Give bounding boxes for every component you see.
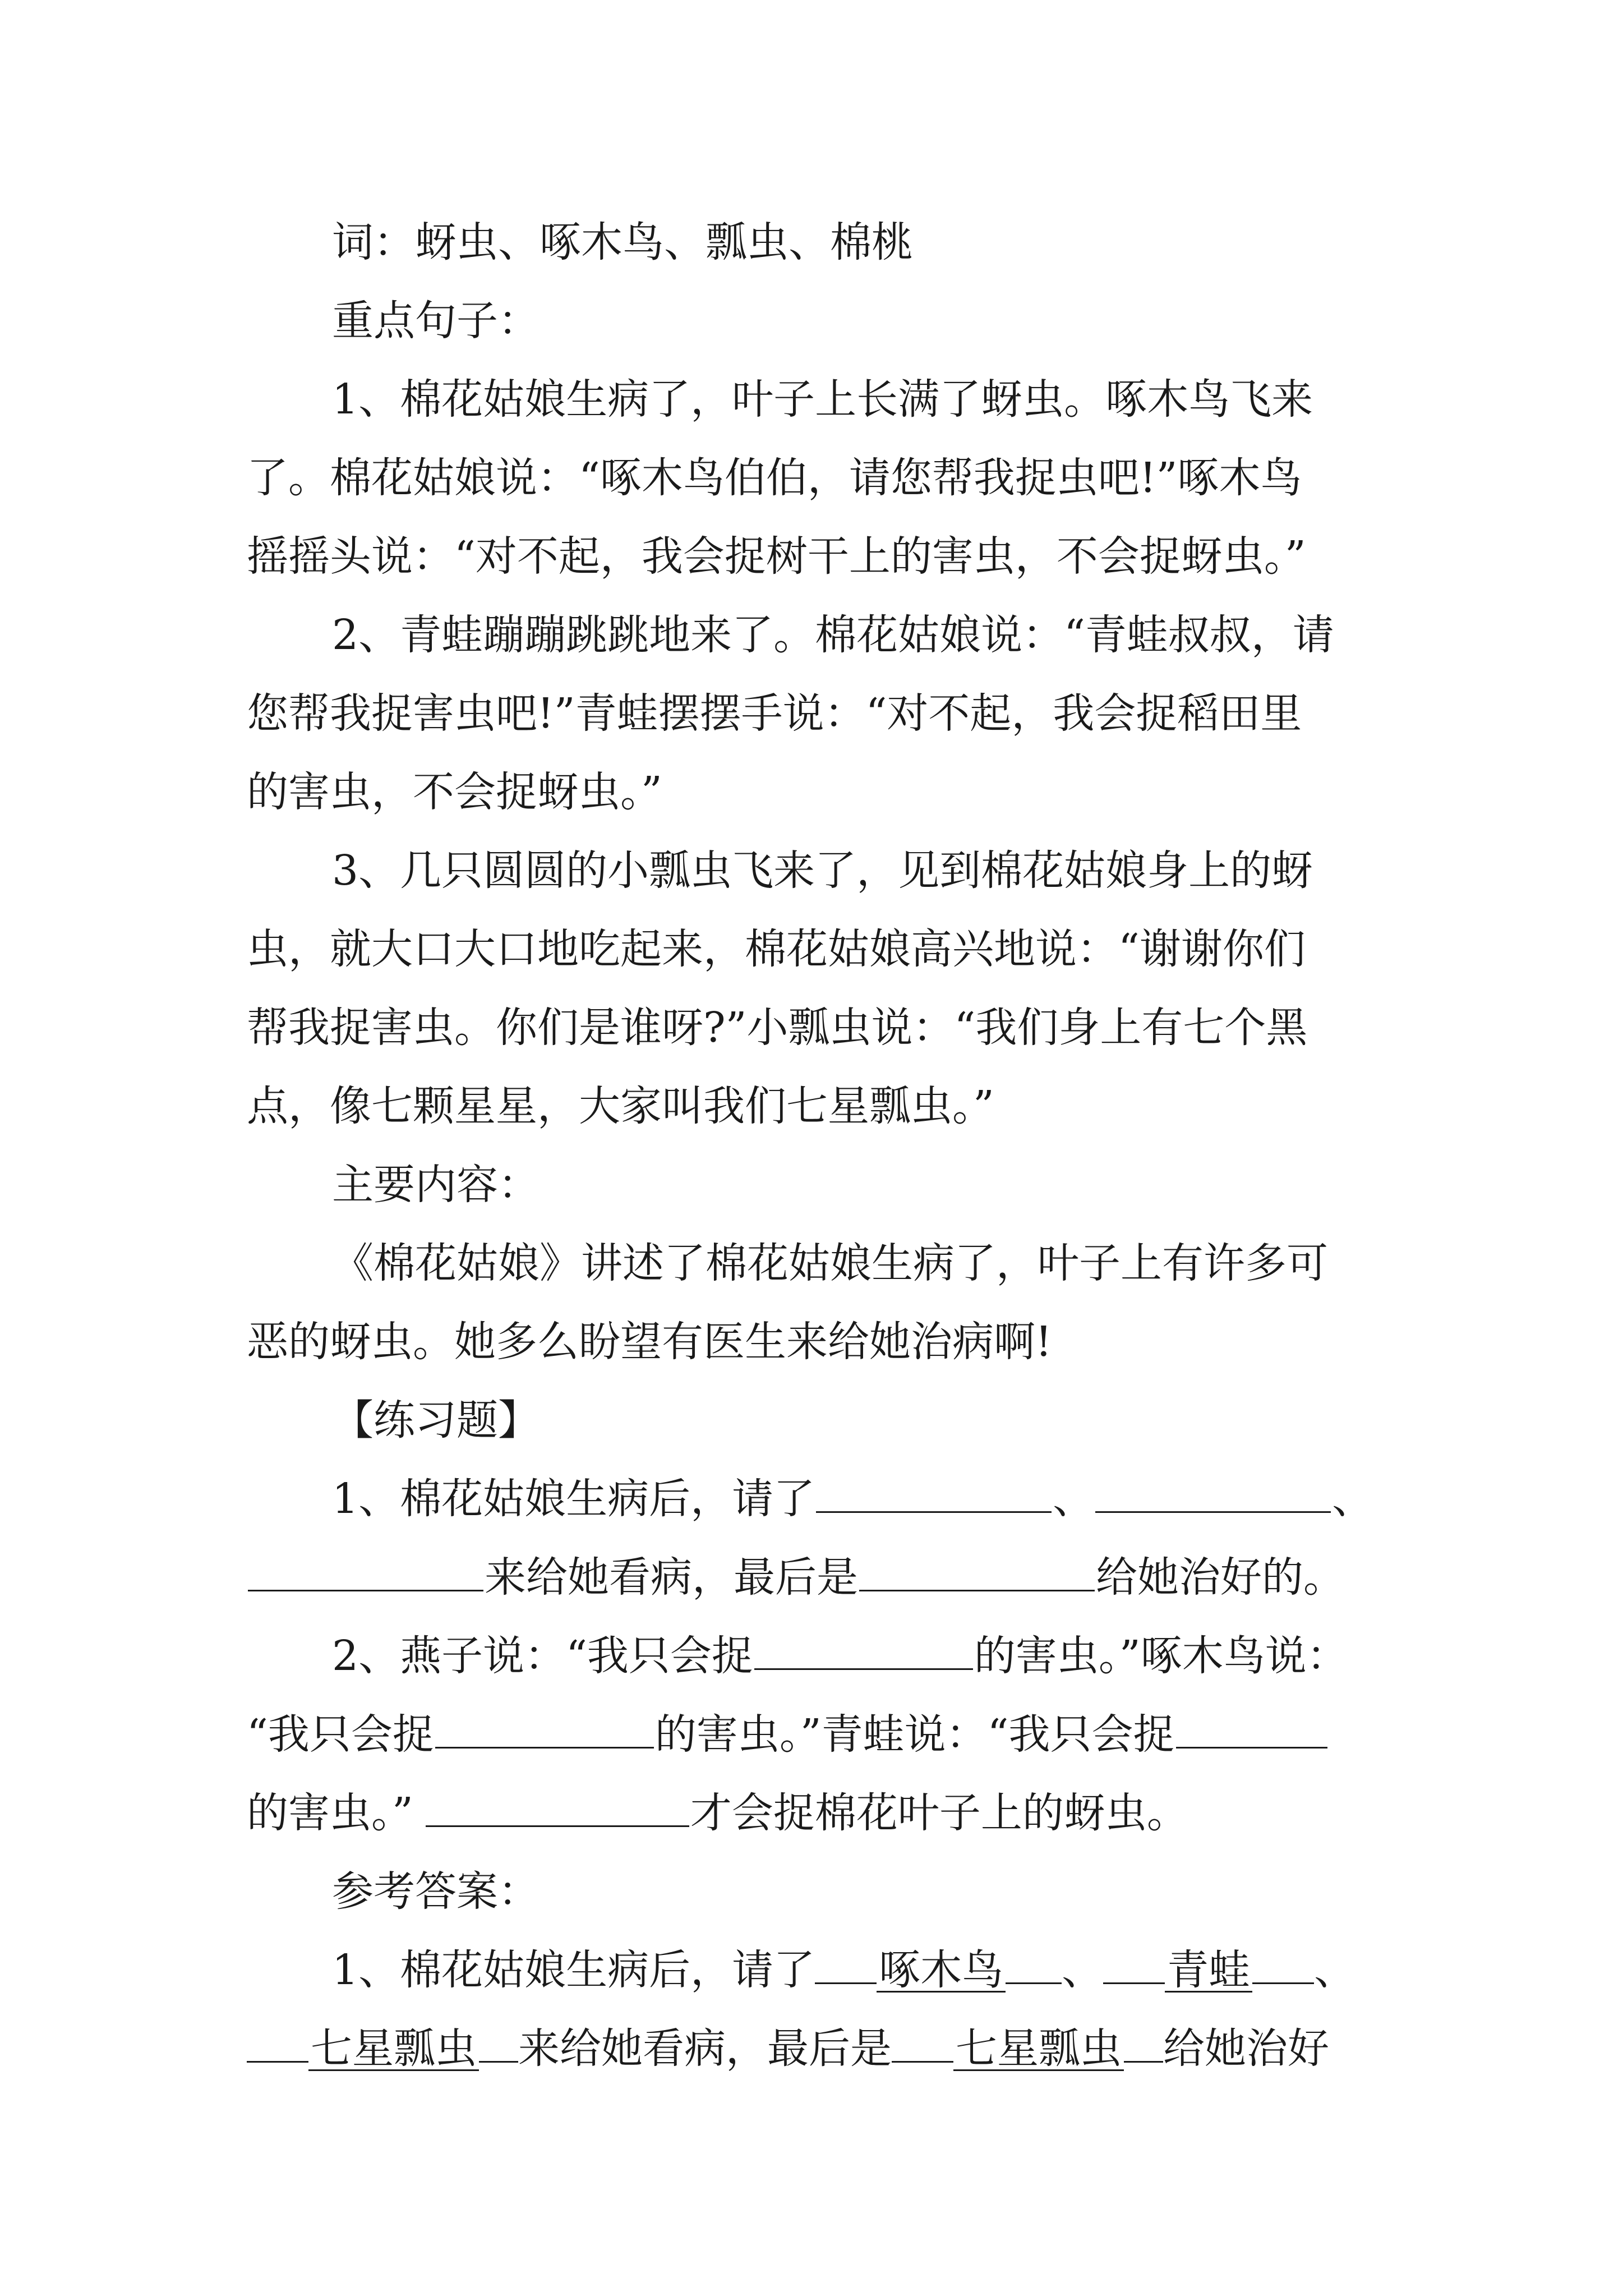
underline bbox=[892, 2019, 953, 2063]
answer-1-line-1 bbox=[247, 1931, 1402, 2009]
answer-fill-ladybug-1: 七星瓢虫 bbox=[308, 2028, 479, 2071]
main-content-line-1: 《棉花姑娘》讲述了棉花姑娘生病了，叶子上有许多可 bbox=[332, 1239, 1328, 1287]
underline bbox=[815, 1941, 877, 1984]
underline bbox=[1252, 1941, 1314, 1984]
exercise-heading: 【练习题】 bbox=[332, 1396, 540, 1444]
sentence-3-line-3: 帮我捉害虫。你们是谁呀?”小瓢虫说：“我们身上有七个黑 bbox=[247, 1004, 1308, 1052]
sentence-2-line-3: 的害虫，不会捉蚜虫。” bbox=[247, 768, 662, 816]
exercise-q1-sep-1: 、 bbox=[1053, 1475, 1095, 1523]
answer-1-sep-1: 、 bbox=[1062, 1946, 1104, 1994]
exercise-q1-sep-2: 、 bbox=[1332, 1475, 1374, 1523]
exercise-q1-line-1 bbox=[247, 1460, 1402, 1538]
fill-blank bbox=[426, 1784, 689, 1827]
exercise-q1-text-a: 1、棉花姑娘生病后，请了 bbox=[332, 1475, 815, 1523]
underline bbox=[479, 2019, 518, 2063]
sentence-2-line-2: 您帮我捉害虫吧!”青蛙摆摆手说：“对不起，我会捉稻田里 bbox=[247, 689, 1302, 738]
answer-1-text-b: 来给她看病，最后是 bbox=[518, 2024, 892, 2073]
document-body bbox=[247, 203, 1402, 2088]
exercise-q2-text-e: 的害虫。” bbox=[247, 1789, 413, 1837]
sentence-2-line-1: 2、青蛙蹦蹦跳跳地来了。棉花姑娘说：“青蛙叔叔，请 bbox=[332, 611, 1334, 659]
sentence-3-line-2: 虫，就大口大口地吃起来，棉花姑娘高兴地说：“谢谢你们 bbox=[247, 925, 1306, 973]
underline bbox=[1006, 1941, 1062, 1984]
fill-blank bbox=[1176, 1705, 1327, 1749]
answers-heading: 参考答案： bbox=[332, 1867, 540, 1916]
answer-1-sep-2: 、 bbox=[1314, 1946, 1356, 1994]
fill-blank bbox=[435, 1705, 654, 1749]
exercise-q2-text-a: 2、燕子说：“我只会捉 bbox=[332, 1632, 753, 1680]
answer-1-text-c: 给她治好 bbox=[1163, 2024, 1329, 2073]
exercise-q2-line-3 bbox=[247, 1774, 1402, 1852]
sentence-3-line-1: 3、几只圆圆的小瓢虫飞来了，见到棉花姑娘身上的蚜 bbox=[332, 846, 1313, 895]
underline bbox=[247, 2019, 308, 2063]
exercise-q1-text-b: 来给她看病，最后是 bbox=[485, 1553, 858, 1602]
fill-blank bbox=[754, 1627, 973, 1670]
exercise-q2-line-1 bbox=[247, 1617, 1402, 1695]
answer-fill-ladybug-2: 七星瓢虫 bbox=[953, 2028, 1124, 2071]
answer-fill-frog: 青蛙 bbox=[1165, 1949, 1252, 1993]
exercise-q1-text-c: 给她治好的。 bbox=[1096, 1553, 1345, 1602]
answer-fill-woodpecker: 啄木鸟 bbox=[877, 1949, 1006, 1993]
sentence-1-line-3: 摇摇头说：“对不起，我会捉树干上的害虫，不会捉蚜虫。” bbox=[247, 532, 1306, 581]
key-sentences-heading: 重点句子： bbox=[332, 297, 540, 345]
exercise-q2-text-b: 的害虫。”啄木鸟说： bbox=[974, 1632, 1348, 1680]
sentence-1-line-2: 了。棉花姑娘说：“啄木鸟伯伯，请您帮我捉虫吧!”啄木鸟 bbox=[247, 454, 1302, 502]
answer-1-line-2 bbox=[247, 2009, 1402, 2088]
exercise-q2-text-c: “我只会捉 bbox=[247, 1710, 434, 1759]
main-content-line-2: 恶的蚜虫。她多么盼望有医生来给她治病啊! bbox=[247, 1318, 1052, 1366]
fill-blank bbox=[816, 1470, 1052, 1513]
fill-blank bbox=[248, 1548, 483, 1591]
sentence-1-line-1: 1、棉花姑娘生病了，叶子上长满了蚜虫。啄木鸟飞来 bbox=[332, 375, 1313, 424]
exercise-q2-line-2 bbox=[247, 1695, 1402, 1774]
vocab-line: 词：蚜虫、啄木鸟、瓢虫、棉桃 bbox=[332, 218, 913, 266]
main-content-heading: 主要内容： bbox=[332, 1161, 540, 1209]
fill-blank bbox=[1095, 1470, 1331, 1513]
exercise-q1-line-2 bbox=[247, 1538, 1402, 1617]
fill-blank bbox=[859, 1548, 1095, 1591]
underline bbox=[1124, 2019, 1163, 2063]
answer-1-text-a: 1、棉花姑娘生病后，请了 bbox=[332, 1946, 815, 1994]
exercise-q2-text-f: 才会捉棉花叶子上的蚜虫。 bbox=[690, 1789, 1188, 1837]
exercise-q2-text-d: 的害虫。”青蛙说：“我只会捉 bbox=[654, 1710, 1175, 1759]
underline bbox=[1103, 1941, 1165, 1984]
sentence-3-line-4: 点，像七颗星星，大家叫我们七星瓢虫。” bbox=[247, 1082, 994, 1130]
